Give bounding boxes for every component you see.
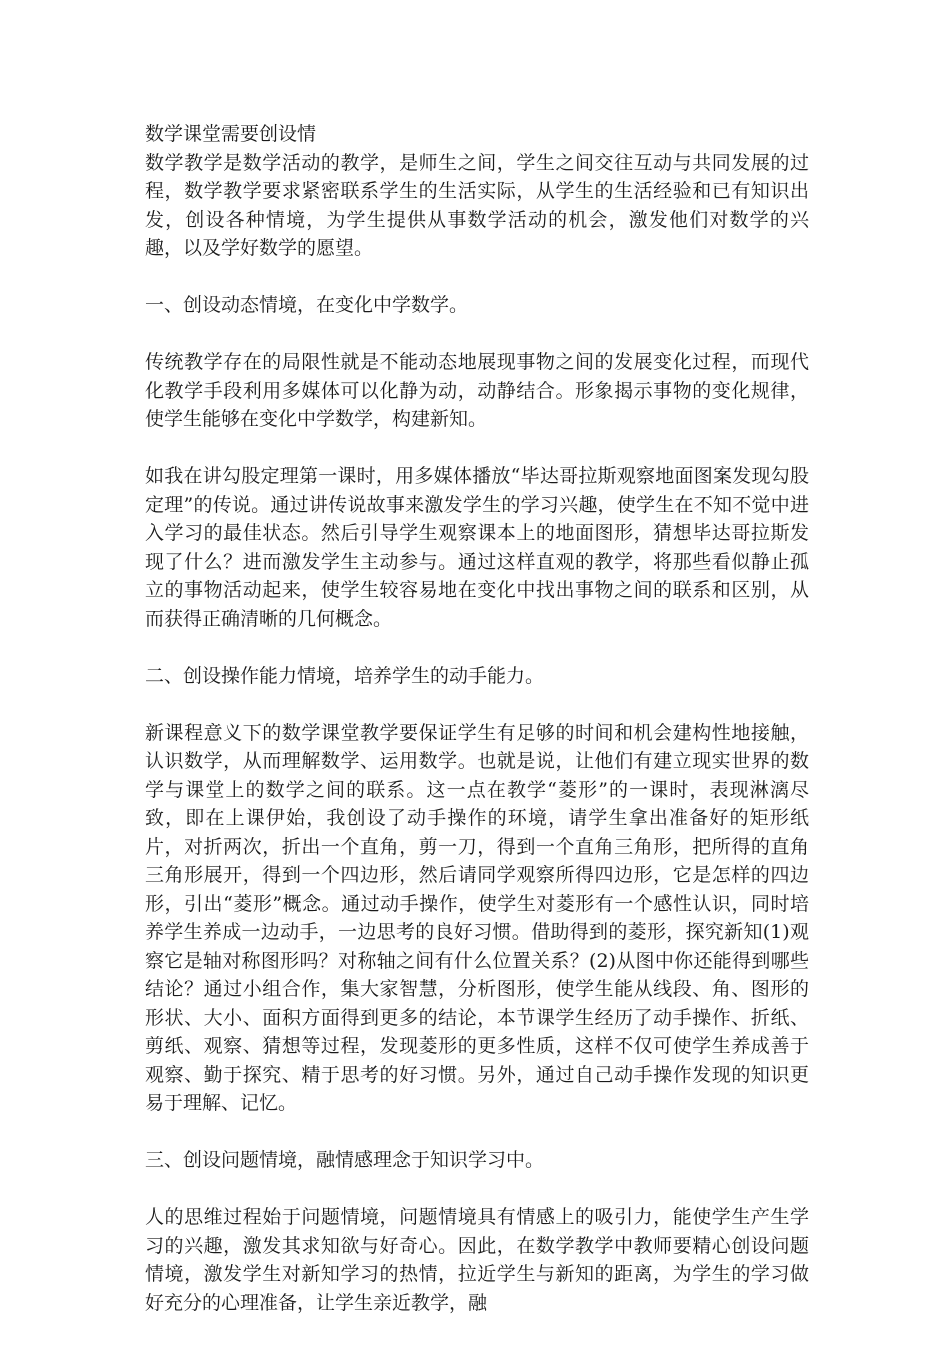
section-3-paragraph-1: 人的思维过程始于问题情境，问题情境具有情感上的吸引力，能使学生产生学习的兴趣，激发其求知欲与好奇心。因此，在数学教学中教师要精心创设问题情境，激发学生对新知学习的热情，拉近学生与新知的距离，为学生的学习做好充分的心理准备，让学生亲近教学，融 (145, 1206, 809, 1314)
section-1-paragraph-1: 传统教学存在的局限性就是不能动态地展现事物之间的发展变化过程，而现代化教学手段利用多媒体可以化静为动，动静结合。形象揭示事物的变化规律，使学生能够在变化中学数学，构建新知。 (145, 351, 809, 430)
section-heading-3: 三、创设问题情境，融情感理念于知识学习中。 (145, 1149, 545, 1171)
section-2-paragraph-1: 新课程意义下的数学课堂教学要保证学生有足够的时间和机会建构性地接触，认识数学，从而理解数学、运用数学。也就是说，让他们有建立现实世界的数学与课堂上的数学之间的联系。这一点在教学“菱形”的一课时，表现淋漓尽致，即在上课伊始，我创设了动手操作的环境，请学生拿出准备好的矩形纸片，对折两次，折出一个直角，剪一刀，得到一个直角三角形，把所得的直角三角形展开，得到一个四边形，然后请同学观察所得四边形，它是怎样的四边形，引出“菱形”概念。通过动手操作，使学生对菱形有一个感性认识，同时培养学生养成一边动手，一边思考的良好习惯。借助得到的菱形，探究新知(1)观察它是轴对称图形吗？对称轴之间有什么位置关系？(2)从图中你还能得到哪些结论？通过小组合作，集大家智慧，分析图形，使学生能从线段、角、图形的形状、大小、面积方面得到更多的结论，本节课学生经历了动手操作、折纸、剪纸、观察、猜想等过程，发现菱形的更多性质，这样不仅可使学生养成善于观察、勤于探究、精于思考的好习惯。另外，通过自己动手操作发现的知识更易于理解、记忆。 (145, 721, 809, 1114)
intro-paragraph: 数学教学是数学活动的教学，是师生之间，学生之间交往互动与共同发展的过程，数学教学要求紧密联系学生的生活实际，从学生的生活经验和已有知识出发，创设各种情境，为学生提供从事数学活动的机会，激发他们对数学的兴趣，以及学好数学的愿望。 (145, 151, 809, 259)
section-heading-1: 一、创设动态情境，在变化中学数学。 (145, 294, 469, 316)
section-heading-2: 二、创设操作能力情境，培养学生的动手能力。 (145, 664, 545, 687)
document-title: 数学课堂需要创设情 (145, 123, 317, 145)
document-body (145, 120, 809, 1346)
section-1-paragraph-2: 如我在讲勾股定理第一课时，用多媒体播放“毕达哥拉斯观察地面图案发现勾股定理”的传说。通过讲传说故事来激发学生的学习兴趣，使学生在不知不觉中进入学习的最佳状态。然后引导学生观察课本上的地面图形，猜想毕达哥拉斯发现了什么？进而激发学生主动参与。通过这样直观的教学，将那些看似静止孤立的事物活动起来，使学生较容易地在变化中找出事物之间的联系和区别，从而获得正确清晰的几何概念。 (145, 465, 809, 630)
